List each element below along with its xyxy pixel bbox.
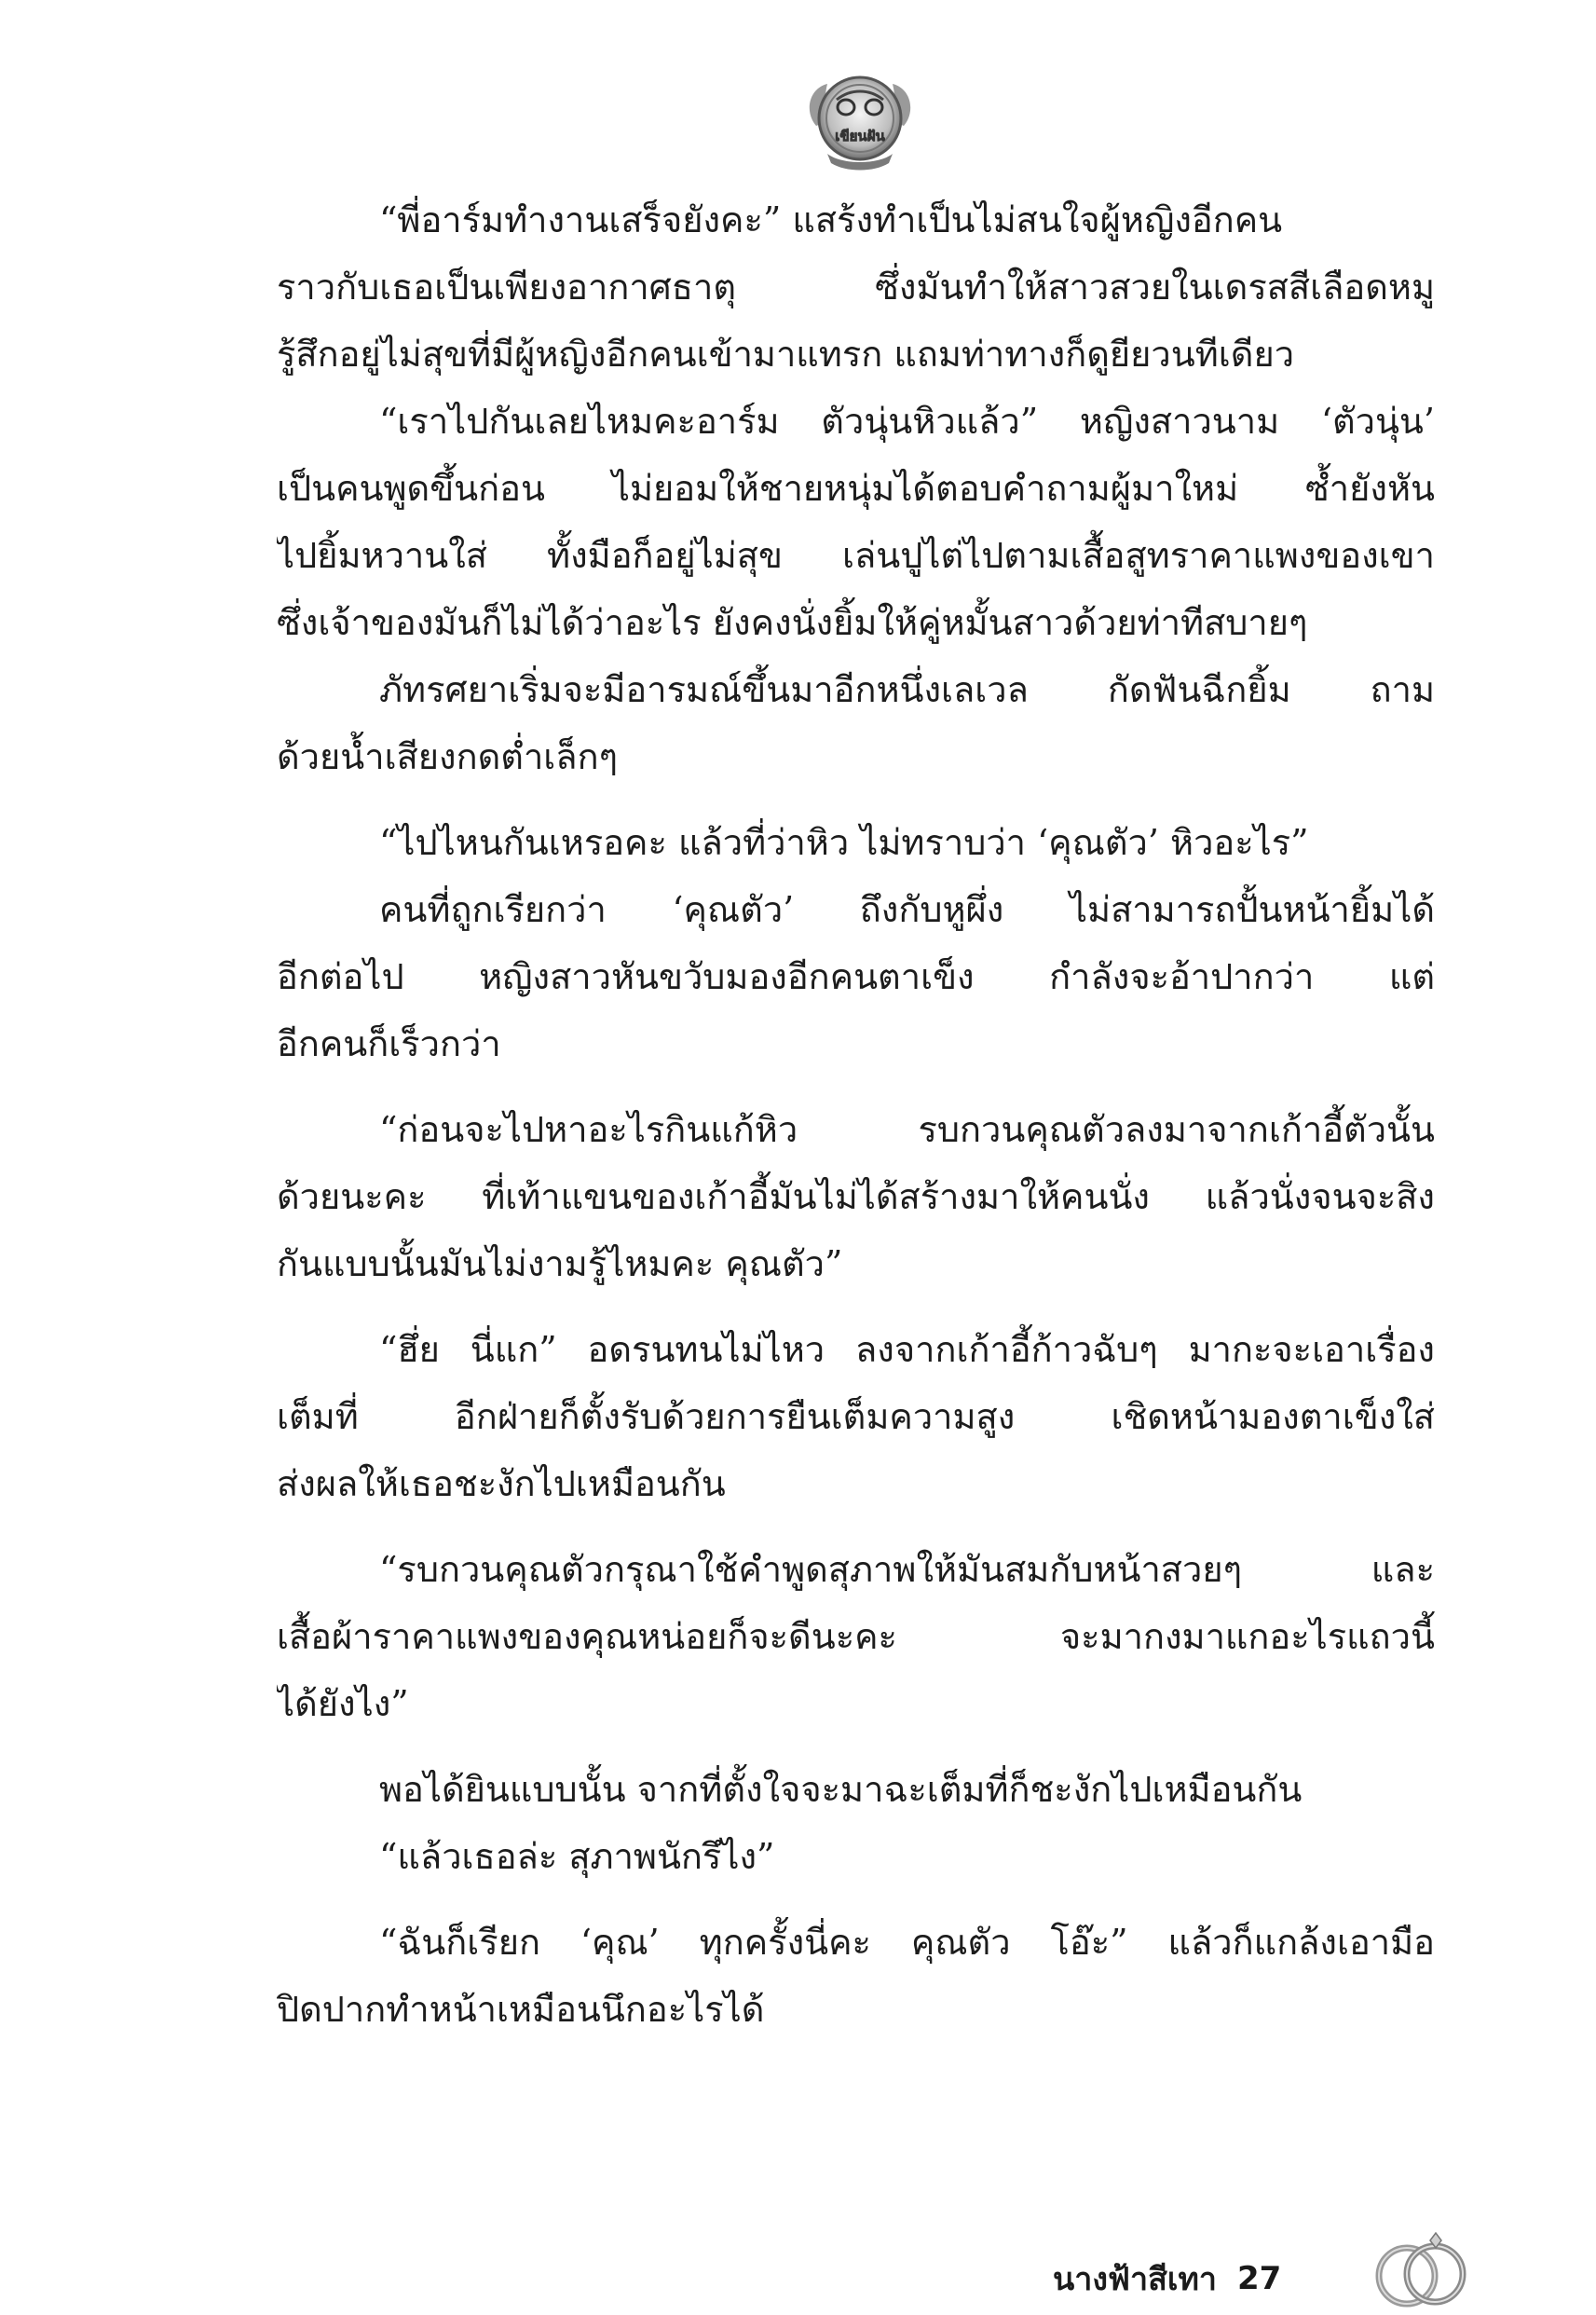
paragraph-line: ส่งผลให้เธอชะงักไปเหมือนกัน [277, 1463, 726, 1504]
paragraph-line: อีกต่อไป หญิงสาวหันขวับมองอีกคนตาเข็ง กำลังจะอ้าปากว่า แต่ [277, 956, 1435, 997]
wedding-rings-icon [1365, 2227, 1477, 2311]
paragraph-line: “เราไปกันเลยไหมคะอาร์ม ตัวนุ่นหิวแล้ว” หญิงสาวนาม ‘ตัวนุ่น’ [379, 401, 1435, 442]
page-number: 27 [1236, 2260, 1282, 2297]
logo-emblem-icon [799, 61, 921, 182]
page-footer [1053, 2246, 1281, 2311]
paragraph-line: เสื้อผ้าราคาแพงของคุณหน่อยก็จะดีนะคะ จะมากงมาแกอะไรแถวนี้ [277, 1616, 1435, 1657]
paragraph-line: ด้วยน้ำเสียงกดต่ำเล็กๆ [277, 736, 618, 777]
paragraph-line: “ฮึ่ย นี่แก” อดรนทนไม่ไหว ลงจากเก้าอี้ก้าวฉับๆ มากะจะเอาเรื่อง [379, 1329, 1435, 1370]
paragraph-line: ราวกับเธอเป็นเพียงอากาศธาตุ ซึ่งมันทำให้สาวสวยในเดรสสีเลือดหมู [277, 267, 1435, 308]
book-title: นางฟ้าสีเทา [1053, 2261, 1217, 2298]
paragraph-line: รู้สึกอยู่ไม่สุขที่มีผู้หญิงอีกคนเข้ามาแทรก แถมท่าทางก็ดูยียวนทีเดียว [277, 334, 1295, 375]
paragraph-line: “แล้วเธอล่ะ สุภาพนักรึไง” [379, 1836, 775, 1877]
paragraph-line: ได้ยังไง” [277, 1683, 409, 1724]
paragraph-line: “ก่อนจะไปหาอะไรกินแก้หิว รบกวนคุณตัวลงมาจากเก้าอี้ตัวนั้น [379, 1109, 1435, 1150]
paragraph-line: “ไปไหนกันเหรอคะ แล้วที่ว่าหิว ไม่ทราบว่า ‘คุณตัว’ หิวอะไร” [379, 822, 1309, 863]
paragraph-line: กันแบบนั้นมันไม่งามรู้ไหมคะ คุณตัว” [277, 1243, 843, 1284]
paragraph-line: พอได้ยินแบบนั้น จากที่ตั้งใจจะมาฉะเต็มที่ก็ชะงักไปเหมือนกัน [379, 1769, 1303, 1810]
paragraph-line: ไปยิ้มหวานใส่ ทั้งมือก็อยู่ไม่สุข เล่นปูไต่ไปตามเสื้อสูทราคาแพงของเขา [277, 535, 1435, 576]
paragraph-line: “รบกวนคุณตัวกรุณาใช้คำพูดสุภาพให้มันสมกับหน้าสวยๆ และ [379, 1549, 1435, 1590]
paragraph-line: อีกคนก็เร็วกว่า [277, 1023, 501, 1064]
story-body [277, 186, 1435, 2043]
paragraph-line: “ฉันก็เรียก ‘คุณ’ ทุกครั้งนี่คะ คุณตัว โอ๊ะ” แล้วก็แกล้งเอามือ [379, 1922, 1435, 1963]
paragraph-line: ด้วยนะคะ ที่เท้าแขนของเก้าอี้มันไม่ได้สร้างมาให้คนนั่ง แล้วนั่งจนจะสิง [277, 1176, 1435, 1217]
paragraph-line: “พี่อาร์มทำงานเสร็จยังคะ” แสร้งทำเป็นไม่สนใจผู้หญิงอีกคน [379, 199, 1283, 240]
paragraph-line: คนที่ถูกเรียกว่า ‘คุณตัว’ ถึงกับหูผึ่ง ไม่สามารถปั้นหน้ายิ้มได้ [379, 889, 1435, 930]
paragraph-line: เต็มที่ อีกฝ่ายก็ตั้งรับด้วยการยืนเต็มความสูง เชิดหน้ามองตาเข็งใส่ [277, 1396, 1435, 1437]
paragraph-line: ซึ่งเจ้าของมันก็ไม่ได้ว่าอะไร ยังคงนั่งยิ้มให้คู่หมั้นสาวด้วยท่าทีสบายๆ [277, 602, 1308, 643]
paragraph-line: ภัทรศยาเริ่มจะมีอารมณ์ขึ้นมาอีกหนึ่งเลเวล กัดฟันฉีกยิ้ม ถาม [379, 669, 1435, 710]
paragraph-line: เป็นคนพูดขึ้นก่อน ไม่ยอมให้ชายหนุ่มได้ตอบคำถามผู้มาใหม่ ซ้ำยังหัน [277, 468, 1435, 509]
paragraph-line: ปิดปากทำหน้าเหมือนนึกอะไรได้ [277, 1989, 765, 2030]
publisher-logo [799, 61, 921, 182]
svg-text:เขียนฝัน: เขียนฝัน [835, 128, 885, 144]
